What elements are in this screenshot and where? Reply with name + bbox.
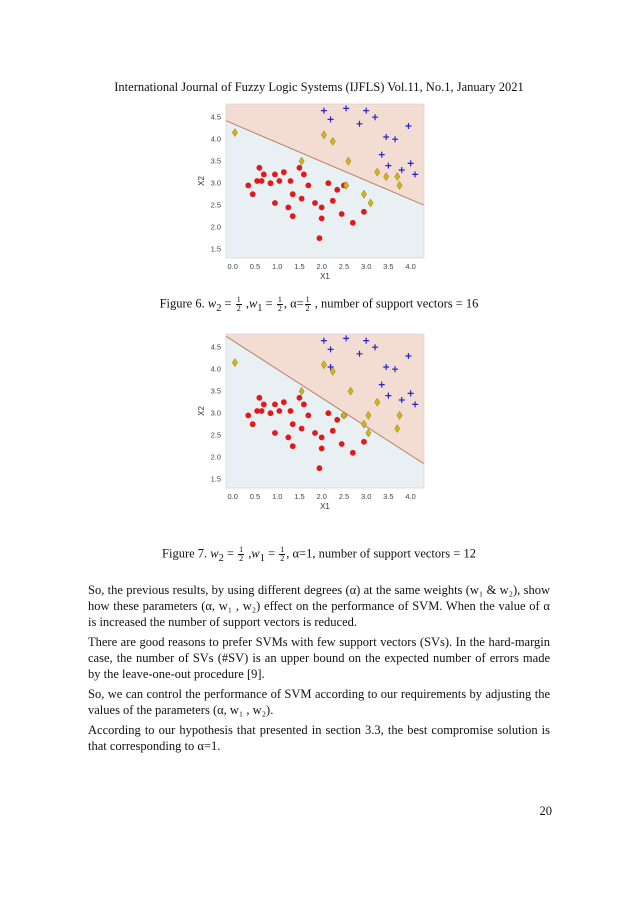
red-class-point — [276, 408, 282, 414]
paragraph-best-compromise: According to our hypothesis that presented in section 3.3, the best compromise solution is that corresponding to α=1. — [88, 723, 550, 753]
red-class-point — [301, 402, 307, 408]
y-tick-label: 4.5 — [210, 112, 221, 122]
red-class-point — [261, 172, 267, 178]
y-axis-label: X2 — [197, 176, 206, 186]
x-tick-label: 0.5 — [249, 262, 261, 271]
y-axis-label: X2 — [197, 406, 206, 416]
red-class-point — [299, 426, 305, 432]
red-class-point — [281, 169, 287, 175]
red-class-point — [250, 191, 256, 197]
x-tick-label: 0.5 — [249, 492, 261, 501]
y-tick-label: 3.5 — [210, 156, 221, 166]
fraction: $\frac{1}{2}$ — [236, 295, 241, 313]
red-class-point — [290, 421, 296, 427]
journal-header: International Journal of Fuzzy Logic Systems (IJFLS) Vol.11, No.1, January 2021 — [114, 80, 524, 94]
x-tick-label: 4.0 — [405, 262, 416, 271]
figure-7-scatter-plot — [196, 330, 436, 525]
red-class-point — [350, 450, 356, 456]
x-tick-label: 0.0 — [227, 492, 238, 501]
x-axis-label: X1 — [320, 272, 330, 281]
red-class-point — [325, 180, 331, 186]
red-class-point — [350, 220, 356, 226]
red-class-point — [268, 410, 274, 416]
fraction: $\frac{1}{2}$ — [239, 545, 244, 563]
figure-6-svg — [196, 100, 436, 292]
y-tick-label: 3.5 — [210, 386, 221, 396]
red-class-point — [281, 399, 287, 405]
y-tick-label: 2.0 — [210, 222, 221, 232]
x-tick-label: 3.5 — [383, 492, 394, 501]
red-class-point — [330, 428, 336, 434]
red-class-point — [325, 410, 331, 416]
figure-7-caption: Figure 7. $w_2$ = $\frac{1}{2}$ $,w_1$ = $\frac{1}{2}$ , α=1, number of support vectors = 12 — [162, 545, 476, 564]
x-axis-label: X1 — [320, 502, 330, 511]
page-number: 20 — [539, 804, 552, 818]
paragraph-alpha-effect: So, the previous results, by using different degrees (α) at the same weights (w₁ & w₂), show how these parameters (α, w₁ , w₂) effect on the performance of SVM. When the value of α is increased the number of support vectors is reduced. — [88, 583, 550, 629]
red-class-point — [261, 402, 267, 408]
x-tick-label: 2.5 — [338, 262, 350, 271]
x-tick-label: 0.0 — [227, 262, 238, 271]
red-class-point — [317, 465, 323, 471]
red-class-point — [312, 430, 318, 436]
red-class-point — [285, 205, 291, 211]
red-class-point — [297, 395, 303, 401]
paragraph-control-performance: So, we can control the performance of SVM according to our requirements by adjusting the values of the parameters (α, w₁ , w₂). — [88, 687, 550, 717]
x-tick-label: 2.0 — [316, 492, 327, 501]
red-class-point — [259, 408, 265, 414]
red-class-point — [250, 421, 256, 427]
x-tick-label: 1.0 — [271, 262, 283, 271]
x-tick-label: 1.0 — [271, 492, 283, 501]
red-class-point — [339, 441, 345, 447]
red-class-point — [297, 165, 303, 171]
red-class-point — [319, 435, 325, 441]
red-class-point — [299, 196, 305, 202]
red-class-point — [339, 211, 345, 217]
red-class-point — [256, 395, 262, 401]
red-class-point — [361, 439, 367, 445]
y-tick-label: 4.5 — [210, 342, 221, 352]
x-tick-label: 2.5 — [338, 492, 350, 501]
x-tick-label: 1.5 — [294, 492, 305, 501]
x-tick-label: 3.0 — [360, 262, 372, 271]
red-class-point — [272, 402, 278, 408]
red-class-point — [319, 205, 325, 211]
figure-6-caption: Figure 6. $w_2$ = $\frac{1}{2}$ $,w_1$ = $\frac{1}{2}$ , α= $\frac{1}{2}$ , number of support vectors = 16 — [159, 295, 479, 314]
paragraph-few-support-vectors: There are good reasons to prefer SVMs with few support vectors (SVs). In the hard-margin case, the number of SVs (#SV) is an upper bound on the expected number of errors made by the leave-one-out procedure [9]. — [88, 635, 550, 681]
red-class-point — [288, 408, 294, 414]
x-tick-label: 4.0 — [405, 492, 416, 501]
y-tick-label: 2.0 — [210, 452, 221, 462]
x-tick-label: 2.0 — [316, 262, 327, 271]
red-class-point — [290, 191, 296, 197]
y-tick-label: 2.5 — [210, 430, 221, 440]
figure-6-scatter-plot — [196, 100, 436, 292]
red-class-point — [290, 443, 296, 449]
y-tick-label: 2.5 — [210, 200, 221, 210]
red-class-point — [245, 413, 251, 419]
red-class-point — [272, 172, 278, 178]
red-class-point — [288, 178, 294, 184]
red-class-point — [272, 430, 278, 436]
red-class-point — [317, 235, 323, 241]
red-class-point — [334, 417, 340, 423]
red-class-point — [290, 213, 296, 219]
red-class-point — [245, 183, 251, 189]
red-class-point — [305, 183, 311, 189]
y-tick-label: 3.0 — [210, 178, 221, 188]
red-class-point — [301, 172, 307, 178]
red-class-point — [285, 435, 291, 441]
red-class-point — [268, 180, 274, 186]
red-class-point — [305, 413, 311, 419]
y-tick-label: 4.0 — [210, 364, 221, 374]
red-class-point — [272, 200, 278, 206]
red-class-point — [276, 178, 282, 184]
red-class-point — [256, 165, 262, 171]
y-tick-label: 1.5 — [210, 244, 221, 254]
y-tick-label: 4.0 — [210, 134, 221, 144]
x-tick-label: 3.0 — [360, 492, 372, 501]
x-tick-label: 1.5 — [294, 262, 305, 271]
red-class-point — [361, 209, 367, 215]
y-tick-label: 3.0 — [210, 408, 221, 418]
red-class-point — [319, 446, 325, 452]
red-class-point — [312, 200, 318, 206]
red-class-point — [334, 187, 340, 193]
x-tick-label: 3.5 — [383, 262, 394, 271]
red-class-point — [319, 216, 325, 222]
red-class-point — [330, 198, 336, 204]
red-class-point — [259, 178, 265, 184]
fraction: $\frac{1}{2}$ — [305, 295, 310, 313]
fraction: $\frac{1}{2}$ — [277, 295, 282, 313]
figure-7-svg — [196, 330, 436, 525]
y-tick-label: 1.5 — [210, 474, 221, 484]
fraction: $\frac{1}{2}$ — [280, 545, 285, 563]
